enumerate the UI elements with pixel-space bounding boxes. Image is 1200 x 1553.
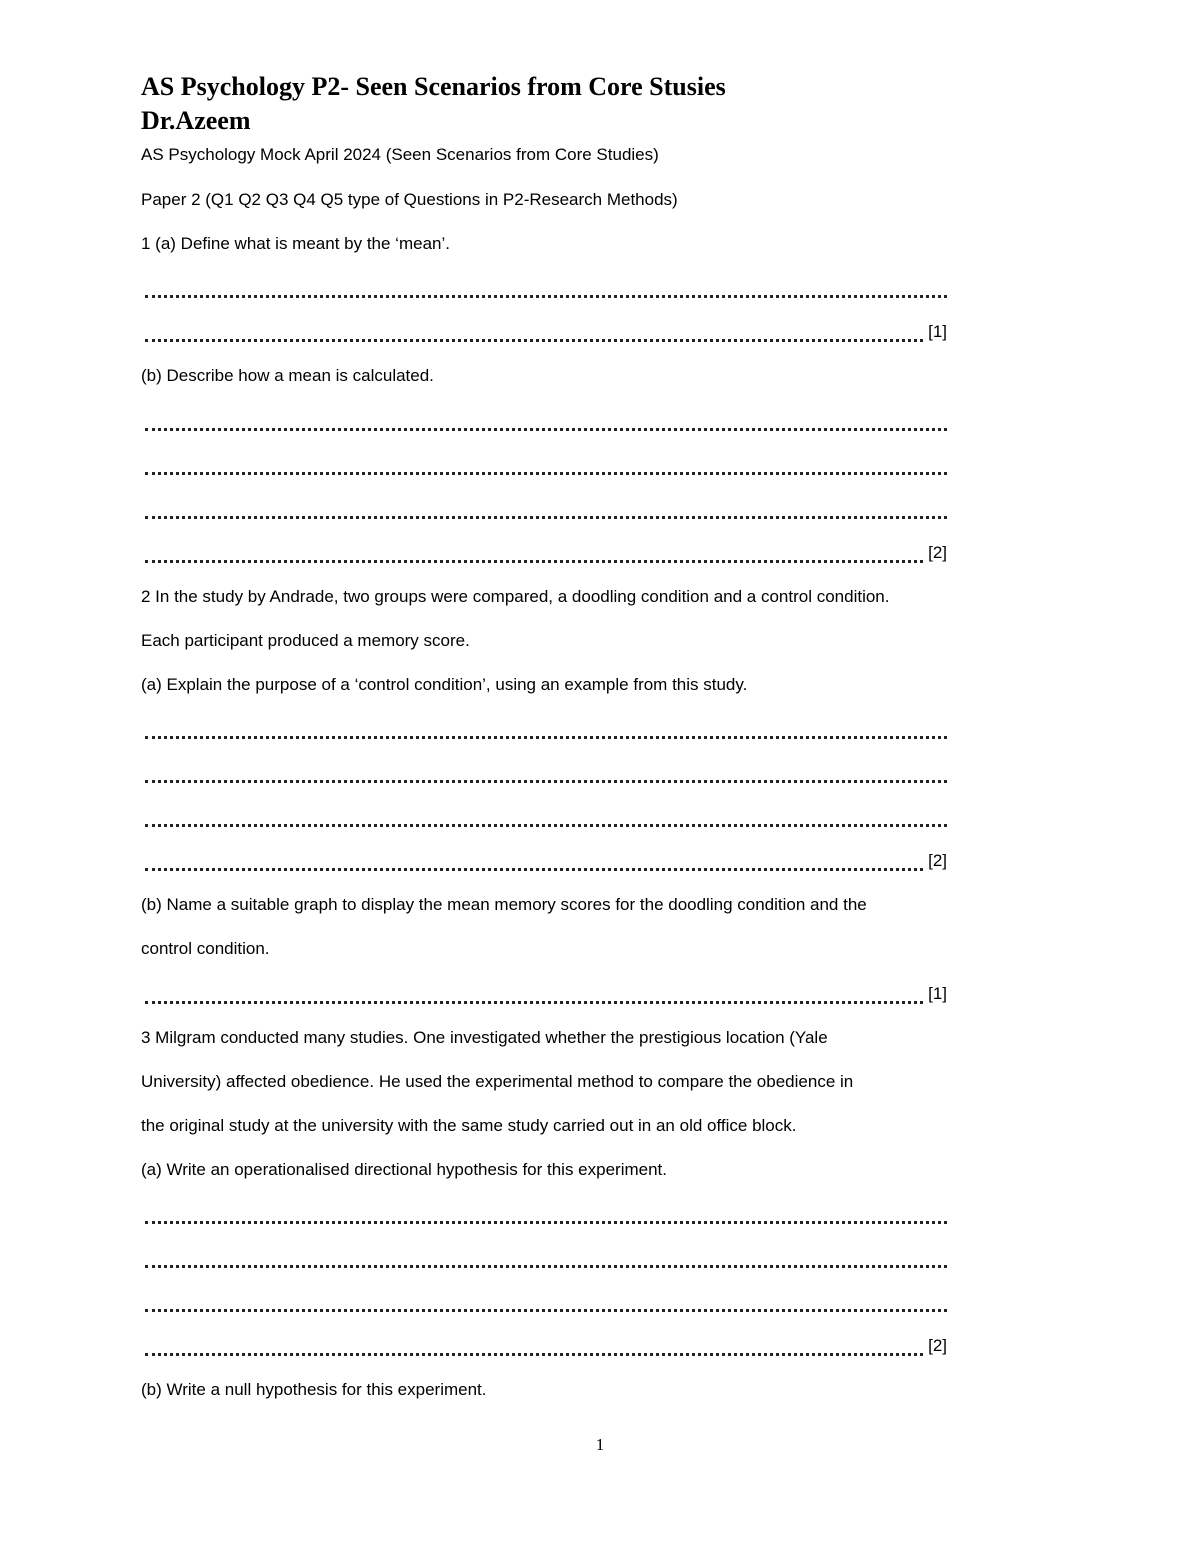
answer-line[interactable] [145,1203,947,1225]
answer-line[interactable] [145,983,947,1005]
answer-line[interactable] [145,410,947,432]
page-number: 1 [595,1435,605,1454]
marks-label: [1] [928,984,947,1003]
question-1a: 1 (a) Define what is meant by the ‘mean’. [141,234,450,253]
question-2a: (a) Explain the purpose of a ‘control condition’, using an example from this study. [141,675,748,694]
paper-info: Paper 2 (Q1 Q2 Q3 Q4 Q5 type of Questions in P2-Research Methods) [141,190,678,209]
answer-line[interactable] [145,277,947,299]
answer-line[interactable] [145,762,947,784]
answer-line[interactable] [145,718,947,740]
question-3-stem: the original study at the university with the same study carried out in an old office block. [141,1116,797,1135]
exam-subtitle: AS Psychology Mock April 2024 (Seen Scenarios from Core Studies) [141,145,659,164]
document-title: AS Psychology P2- Seen Scenarios from Core Stusies [141,72,726,101]
question-2-stem: Each participant produced a memory score. [141,631,470,650]
question-1b: (b) Describe how a mean is calculated. [141,366,434,385]
answer-line[interactable] [145,806,947,828]
question-3a: (a) Write an operationalised directional hypothesis for this experiment. [141,1160,668,1179]
question-2b: (b) Name a suitable graph to display the mean memory scores for the doodling condition and the [141,895,867,914]
answer-line[interactable] [145,1247,947,1269]
answer-line[interactable] [145,1335,947,1357]
question-2b: control condition. [141,939,270,958]
marks-label: [1] [928,322,947,341]
question-2-stem: 2 In the study by Andrade, two groups were compared, a doodling condition and a control condition. [141,587,890,606]
answer-line[interactable] [145,850,947,872]
answer-line[interactable] [145,498,947,520]
marks-label: [2] [928,543,947,562]
question-3b: (b) Write a null hypothesis for this experiment. [141,1380,487,1399]
answer-line[interactable] [145,454,947,476]
answer-line[interactable] [145,321,947,343]
author-name: Dr.Azeem [141,106,251,135]
marks-label: [2] [928,1336,947,1355]
marks-label: [2] [928,851,947,870]
answer-line[interactable] [145,1291,947,1313]
answer-line[interactable] [145,542,947,564]
question-3-stem: University) affected obedience. He used the experimental method to compare the obedience in [141,1072,854,1091]
question-3-stem: 3 Milgram conducted many studies. One investigated whether the prestigious location (Yale [141,1028,828,1047]
